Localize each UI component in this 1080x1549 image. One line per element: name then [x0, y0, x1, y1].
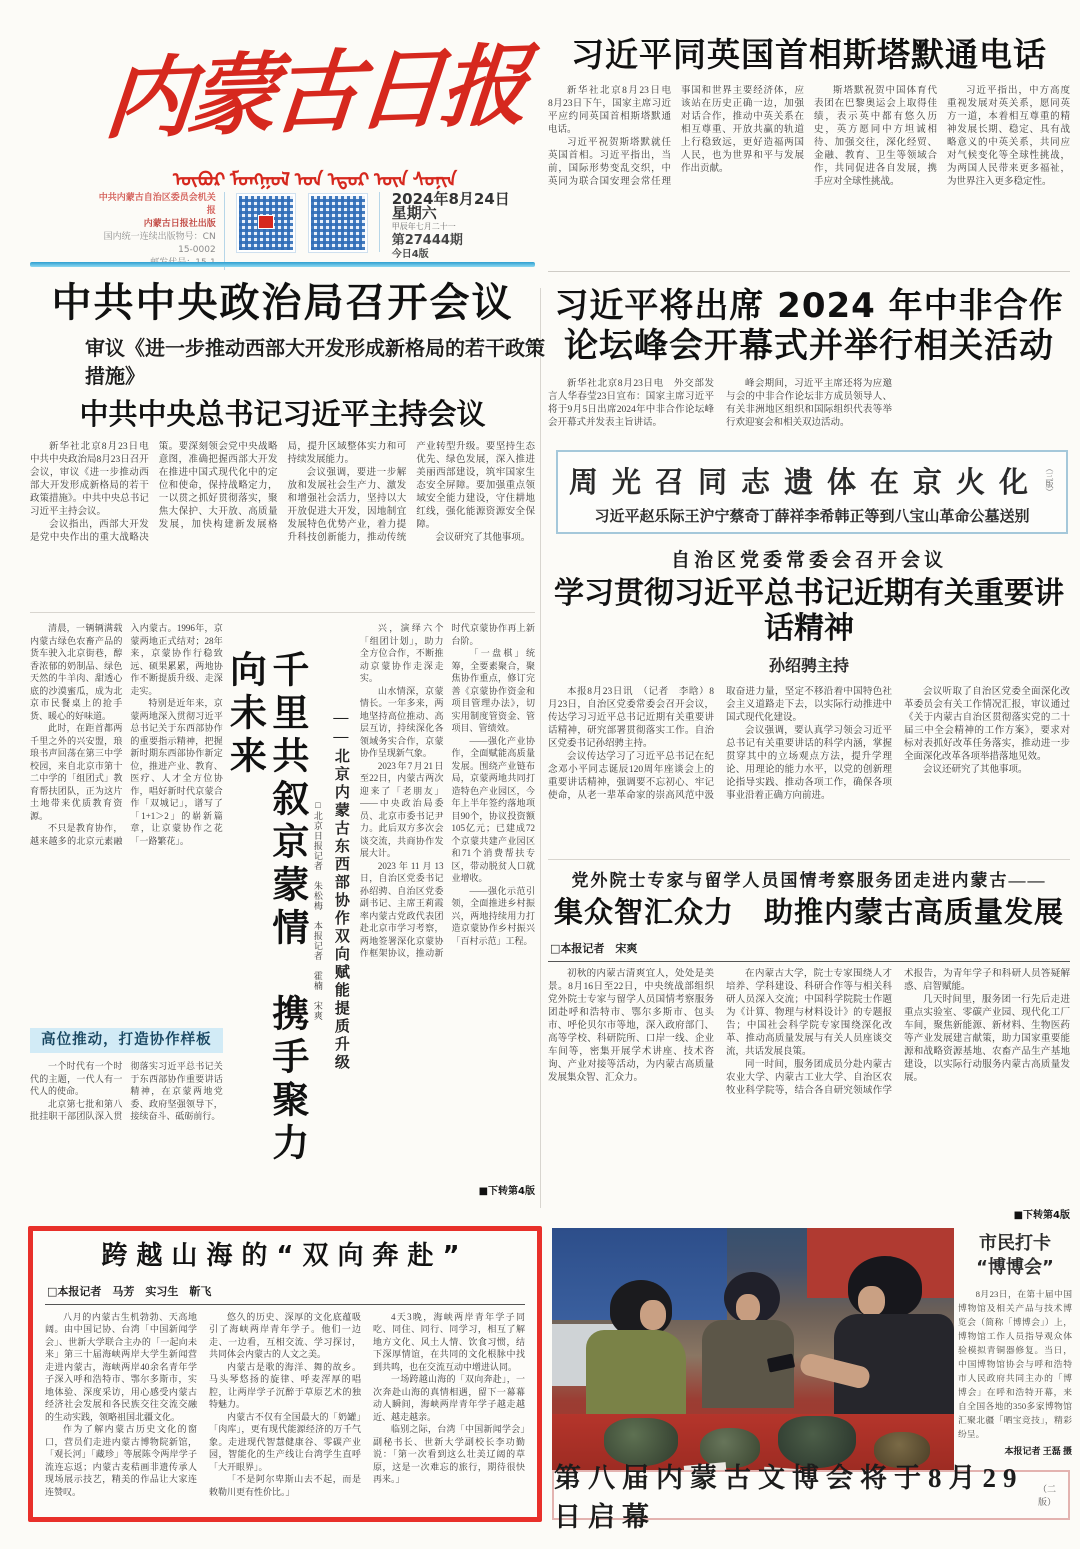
article-byline: □本报记者 宋爽: [548, 937, 1070, 962]
article-xi-uk-phone-call: [548, 36, 1070, 276]
article-headline: 习近平同英国首相斯塔默通电话: [571, 35, 1047, 74]
article-politburo-meeting: [30, 280, 545, 613]
article-subheadline: 孙绍骋主持: [768, 655, 849, 675]
article-body: 新华社北京8月23日电 8月23日下午，国家主席习近平应约同英国首相斯塔默通电话。 习近平祝贺斯塔默就任英国首相。习近平指出，当前，国际形势变乱交织，中英同为联合国安理会常任理事国和世界主要经济体，应该站在历史正确一边，加强对话合作，推动中英关系在相互尊重、开放共赢的轨道上行稳致远，更好造福两国人民，也为世界和平与发展作出贡献。 斯塔默祝贺中国体育代表团在巴黎奥运会上取得佳绩，表示英中都有悠久历史，英方愿同中方坦诚相待、加强交往，深化经贸、金融、教育、卫生等领域合作，共同促进各自发展，携手应对全球性挑战。 习近平指出，中方高度重视发展对英关系，愿同英方一道，本着相互尊重的精神发展长期、稳定、具有战略意义的中英关系，共同应对气候变化等全球性挑战，为两国人民带来更多福祉，为世界注入更多稳定性。: [548, 85, 1070, 187]
publisher-info: 中共内蒙古自治区委员会机关报 内蒙古日报社出版 国内统一连续出版物号：CN 15-0002: [95, 192, 225, 270]
article-headline: 中共中央政治局召开会议: [51, 280, 514, 326]
vertical-headline-block: [223, 622, 352, 1210]
column-divider: [540, 288, 541, 1208]
bottom-strip-headline-box: [552, 1463, 1070, 1532]
masthead-mongolian-script: ᠥᠪᠥᠷ ᠮᠣᠩᠭᠣᠯ ᠤᠨ ᠡᠳᠦᠷ ᠦᠨ ᠰᠣᠨᠢᠨ: [173, 170, 457, 191]
article-byline-vertical: □北京日报记者 朱松梅 本报记者 霍楠 宋爽: [312, 800, 323, 1021]
photo-title-line2: “博博会”: [976, 1257, 1054, 1279]
page-count: 今日4版: [391, 249, 429, 260]
article-headline-vertical: 千里共叙京蒙情 携手聚力向未来: [223, 650, 309, 1166]
publication-info-row: [95, 192, 535, 258]
article-headline: 学习贯彻习近平总书记近期有关重要讲话精神: [554, 576, 1064, 647]
masthead-logo: 内蒙古日报: [100, 33, 530, 152]
article-second-headline: 中共中央总书记习近平主持会议: [79, 397, 486, 432]
article-byline: □本报记者 马芳 实习生 靳飞: [45, 1280, 525, 1305]
article-subheadline-vertical: ——北京内蒙古东西部协作双向赋能提质升级: [332, 710, 349, 1072]
article-headline: 周光召同志遗体在京火化: [568, 467, 1042, 499]
photo-title-line1: 市民打卡: [979, 1233, 1051, 1254]
article-china-africa-forum: [548, 286, 1070, 444]
photo-credit: 本报记者 王磊 摄: [1004, 1445, 1072, 1456]
qr-codes: [225, 192, 380, 252]
article-body: 新华社北京8月23日电 外交部发言人华春莹23日宣布：国家主席习近平将于9月5日出席2024年中非合作论坛峰会开幕式并发表主旨讲话。 峰会期间，习近平主席还将为应邀与会的中非合作论坛非方成员领导人、有关非洲地区组织和国际组织代表等举行欢迎宴会和相关双边活动。: [548, 379, 892, 429]
article-body: 八月的内蒙古生机勃勃、天高地阔。由中国记协、台湾「中国新闻学会」、世新大学联合主办的「一起向未来」第三十届海峡两岸大学生新闻营走进内蒙古，海峡两岸40余名青年学子深入呼和浩特市、鄂尔多斯市，实地体验、深度采访，用心感受内蒙古经济社会发展和各民族交往交流交融的生动实践，领略祖国北疆文化。 作为了解内蒙古历史文化的窗口，营员们走进内蒙古博物院新馆，「观长河」「藏珍」等展陈令两岸学子流连忘返；内蒙古麦秸画非遗传承人现场展示技艺，精美的作品让大家连连赞叹。 悠久的历史、深厚的文化底蕴吸引了海峡两岸青年学子。他们一边走、一边看，互相交流、学习探讨，共同体会内蒙古的人文之美。 内蒙古是歌的海洋、舞的故乡。马头琴悠扬的旋律、呼麦浑厚的唱腔，让两岸学子沉醉于草原艺术的独特魅力。 内蒙古不仅有全国最大的「奶罐」「肉库」，更有现代能源经济的万千气象。走进现代智慧健康谷、零碳产业园，智能化的生产线让台湾学生直呼「大开眼界」。 「不是阿尔卑斯山去不起，而是敕勒川更有性价比。」 4天3晚，海峡两岸青年学子同吃、同住、同行、同学习，相互了解地方文化、风土人情、饮食习惯，结下深厚情谊，在共同的文化根脉中找到共鸣，也在交流互动中增进认同。 一场跨越山海的「双向奔赴」，一次奔赴山海的真情相遇，留下一幕幕动人瞬间，海峡两岸青年学子越走越近、越走越亲。 临别之际，台湾「中国新闻学会」副秘书长、世新大学副校长李功勤说：「第一次看到这么壮美辽阔的草原，这是一次难忘的旅行，期待很快再来。」: [45, 1311, 525, 1497]
publication-date: 2024年8月24日 星期六: [391, 190, 525, 222]
article-body: 本报8月23日讯 （记者 李晗）8月23日，自治区党委常委会召开会议，传达学习习近平总书记近期有关重要讲话精神，研究部署贯彻落实工作。自治区党委书记孙绍骋主持。 会议传达学习了习近平总书记在纪念邓小平同志诞辰120周年座谈会上的重要讲话精神，强调要不忘初心、牢记使命，从老一辈革命家的崇高风范中汲取奋进力量，坚定不移沿着中国特色社会主义道路走下去，以实际行动推进中国式现代化建设。 会议强调，要认真学习领会习近平总书记有关重要讲话的科学内涵，掌握贯穿其中的立场观点方法，提升学理论、用理论的能力水平，以党的创新理论指导实践、推动各项工作，确保各项事业沿着正确方向前进。 会议听取了自治区党委全面深化改革委员会有关工作情况汇报，审议通过《关于内蒙古自治区贯彻落实党的二十届三中全会精神的工作方案》，要求对标对表抓好改革任务落实，推动进一步全面深化改革各项举措落地见效。 会议还研究了其他事项。: [548, 686, 1070, 801]
article-subheadline: 审议《进一步推动西部大开发形成新格局的若干政策措施》: [85, 338, 545, 389]
article-standing-committee: [548, 545, 1070, 860]
qr-code-icon: [237, 194, 295, 252]
article-kicker: 党外院士专家与留学人员国情考察服务团走进内蒙古——: [571, 871, 1047, 890]
article-crosshead: 高位推动，打造协作样板: [30, 1028, 223, 1053]
continued-on-page-note: ■下转第4版: [1013, 1210, 1070, 1222]
article-headline: 跨越山海的“双向奔赴”: [101, 1241, 469, 1271]
qr-code-icon: [309, 194, 367, 252]
article-headline: 习近平将出席 2024 年中非合作论坛峰会开幕式并举行相关活动: [554, 286, 1064, 367]
article-body: 新华社北京8月23日电 中共中央政治局8月23日召开会议，审议《进一步推动西部大开发形成新格局的若干政策措施》。中共中央总书记习近平主持会议。 会议指出，西部大开发是党中央作出的重大战略决策。要深刻领会党中央战略意图，准确把握西部大开发在推进中国式现代化中的定位和使命，保持战略定力，一以贯之抓好贯彻落实，聚焦大保护、大开放、高质量发展，加快构建新发展格局，提升区域整体实力和可持续发展能力。 会议强调，要进一步解放和发展社会生产力、激发和增强社会活力，坚持以大开放促进大开发，因地制宜发展特色优势产业，着力提升科技创新能力，推动传统产业转型升级。要坚持生态优先、绿色发展，深入推进美丽西部建设，筑牢国家生态安全屏障。要加强重点领域安全能力建设，守住耕地红线，强化能源资源安全保障。 会议研究了其他事项。: [30, 442, 535, 544]
article-think-tank-visit: [548, 866, 1070, 1222]
article-beijing-neimenggu-cooperation: [30, 622, 535, 1210]
article-zhou-guangzhao-box: [556, 450, 1068, 534]
section-divider: [548, 271, 1070, 272]
article-body-left: 清晨，一辆辆满载内蒙古绿色农畜产品的货车驶入北京街巷，醇香浓郁的奶制品、绿色天然的牛羊肉、甜透心底的沙漠蜜瓜，成为北京市民餐桌上的抢手货、暖心的好味道。 此时，在距首都两千里之外的兴安盟，琅琅书声回荡在第三中学校园，来自北京市第十二中学的「组团式」教育帮扶团队，正为这片土地带来优质教育资源。 不只是教育协作，越来越多的北京元素融入内蒙古。1996年，京蒙两地正式结对；28年来，京蒙协作行稳致远、硕果累累，两地协作不断提质升级、走深走实。 特别是近年来，京蒙两地深入贯彻习近平总书记关于东西部协作的重要指示精神，把握新时期东西部协作新定位，推进产业、教育、医疗、人才全方位协作，唱好新时代京蒙合作「双城记」，谱写了「1+1＞2」的崭新篇章，让京蒙协作之花「一路繁花」。: [30, 623, 223, 846]
photo-caption-text: 8月23日，在第十届中国博物馆及相关产品与技术博览会（简称「博博会」）上，博物馆工作人员指导观众体验模拟青铜器修复。当日，中国博物馆协会与呼和浩特市人民政府共同主办的「博博会」在呼和浩特开幕，来自全国各地的350多家博物馆汇聚北疆「晒宝竞技」，精彩纷呈。: [958, 1288, 1072, 1439]
issue-number: 第27444期: [391, 233, 463, 248]
page-reference-note: （三版）: [1045, 464, 1054, 496]
article-subheadline: 习近平赵乐际王沪宁蔡奇丁薛祥李希韩正等到八宝山革命公墓送别: [594, 507, 1030, 525]
article-kicker: 自治区党委常委会召开会议: [670, 550, 947, 571]
date-issue-block: [380, 192, 535, 262]
article-body-left-continued: 一个时代有一个时代的主题，一代人有一代人的使命。 北京第七批和第八批挂职干部团队深入贯彻落实习近平总书记关于东西部协作重要讲话精神，在京蒙两地党委、政府坚强领导下，接续奋斗、砥砺前行。: [30, 1061, 223, 1121]
strip-headline: 第八届内蒙古文博会将于8月29日启幕: [554, 1463, 1024, 1532]
article-body-right: 兴，演绎六个「组团计划」，助力全方位合作，不断推动京蒙协作走深走实。 山水情深，京蒙情长。一年多来，两地坚持高位推动、高层互访，持续深化各领域务实合作，京蒙协作呈现新气象。 2023年7月21日至22日，内蒙古两次迎来了「老朋友」——中央政治局委员、北京市委书记尹力。此后双方多次会谈交流，共商协作发展大计。 2023年11月13日，自治区党委书记孙绍骋、自治区党委副书记、主席王莉霞率内蒙古党政代表团赴北京市学习考察，两地签署深化京蒙协作框架协议，推动新时代京蒙协作再上新台阶。 「一盘棋」统筹，全要素聚合，聚焦协作重点，修订完善《京蒙协作资金和项目管理办法》，切实用制度管资金、管项目、管绩效。 ——强化产业协作，全面赋能高质量发展。围绕产业链布局，京蒙两地共同打造特色产业园区，今年上半年签约落地项目90个，协议投资额105亿元；已建成72个京蒙共建产业园区和71个消费帮扶专区，带动脱贫人口就业增收。 ——强化示范引领，全面推进乡村振兴，两地持续用力打造京蒙协作乡村振兴「百村示范」工程。: [359, 623, 535, 958]
masthead-divider-rule: [30, 262, 535, 267]
article-cross-strait-feature-highlighted: [28, 1226, 542, 1522]
continued-on-page-note: ■下转第4版: [478, 1186, 535, 1197]
lunar-date: 甲辰年七月二十一: [391, 222, 456, 231]
page-reference-note: （二版）: [1038, 1484, 1057, 1507]
article-body: 初秋的内蒙古清爽宜人，处处是美景。8月16日至22日，中央统战部组织党外院士专家与留学人员国情考察服务团赴呼和浩特市、鄂尔多斯市、包头市、呼伦贝尔市等地，深入政府部门、高等学校、科研院所、口岸一线、企业车间等，密集开展学术讲座、技术咨询、产业对接等活动，为内蒙古高质量发展集众智、汇众力。 在内蒙古大学，院士专家围绕人才培养、学科建设、科研合作等与相关科研人员深入交流；中国科学院院士作题为《计算、物理与材料设计》的专题报告；中国社会科学院专家围绕深化改革、推动高质量发展与有关人员座谈交流，共话发展良策。 同一时间，服务团成员分赴内蒙古农业大学、内蒙古工业大学、自治区农牧业科学院等，结合各自研究领域作学术报告，为青年学子和科研人员答疑解惑、启智赋能。 几天时间里，服务团一行先后走进重点实验室、零碳产业园、现代化工厂车间，聚焦新能源、新材料、生物医药等产业发展建言献策，助力国家重要能源和战略资源基地、农畜产品生产基地建设，以实际行动服务内蒙古高质量发展。: [548, 969, 1070, 1097]
news-photo-museum-expo: [552, 1228, 954, 1474]
article-headline: 集众智汇众力 助推内蒙古高质量发展: [553, 895, 1064, 929]
